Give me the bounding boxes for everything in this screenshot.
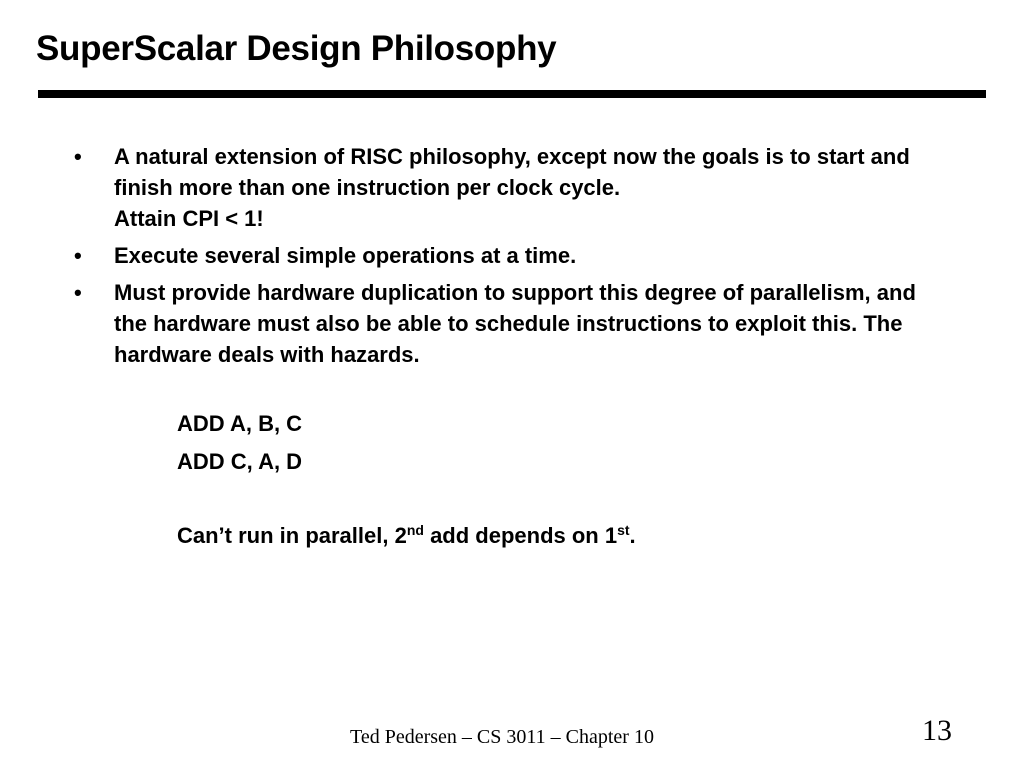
bullet-marker: •: [74, 144, 82, 169]
bullet-marker: •: [74, 243, 82, 268]
note-text: add depends on 1: [423, 523, 618, 548]
bullet-text-emphasis: Attain CPI < 1!: [114, 206, 264, 231]
bullet-marker: •: [74, 280, 82, 305]
slide-title: SuperScalar Design Philosophy: [36, 29, 557, 68]
slide-footer: Ted Pedersen – CS 3011 – Chapter 10: [350, 726, 654, 748]
note-text: Can’t run in parallel, 2: [177, 523, 407, 548]
bullet-list: [74, 141, 954, 376]
code-line: ADD A, B, C: [177, 411, 303, 436]
ordinal-suffix: nd: [406, 522, 424, 538]
bullet-text: A natural extension of RISC philosophy, except now the goals is to start and finish more than one instruction per clock cycle.: [114, 144, 910, 200]
bullet-item: [74, 277, 954, 370]
ordinal-suffix: st: [617, 522, 630, 538]
page-number: 13: [922, 714, 952, 747]
bullet-item: [74, 141, 954, 234]
dependency-note: [177, 520, 636, 551]
bullet-text: Must provide hardware duplication to support this degree of parallelism, and the hardware must also be able to schedule instructions to exploit this. The hardware deals with hazards.: [114, 280, 916, 367]
code-line: ADD C, A, D: [177, 449, 303, 474]
title-divider: [38, 90, 986, 98]
bullet-text: Execute several simple operations at a time.: [114, 243, 577, 268]
note-text: .: [629, 523, 636, 548]
bullet-item: [74, 240, 954, 271]
